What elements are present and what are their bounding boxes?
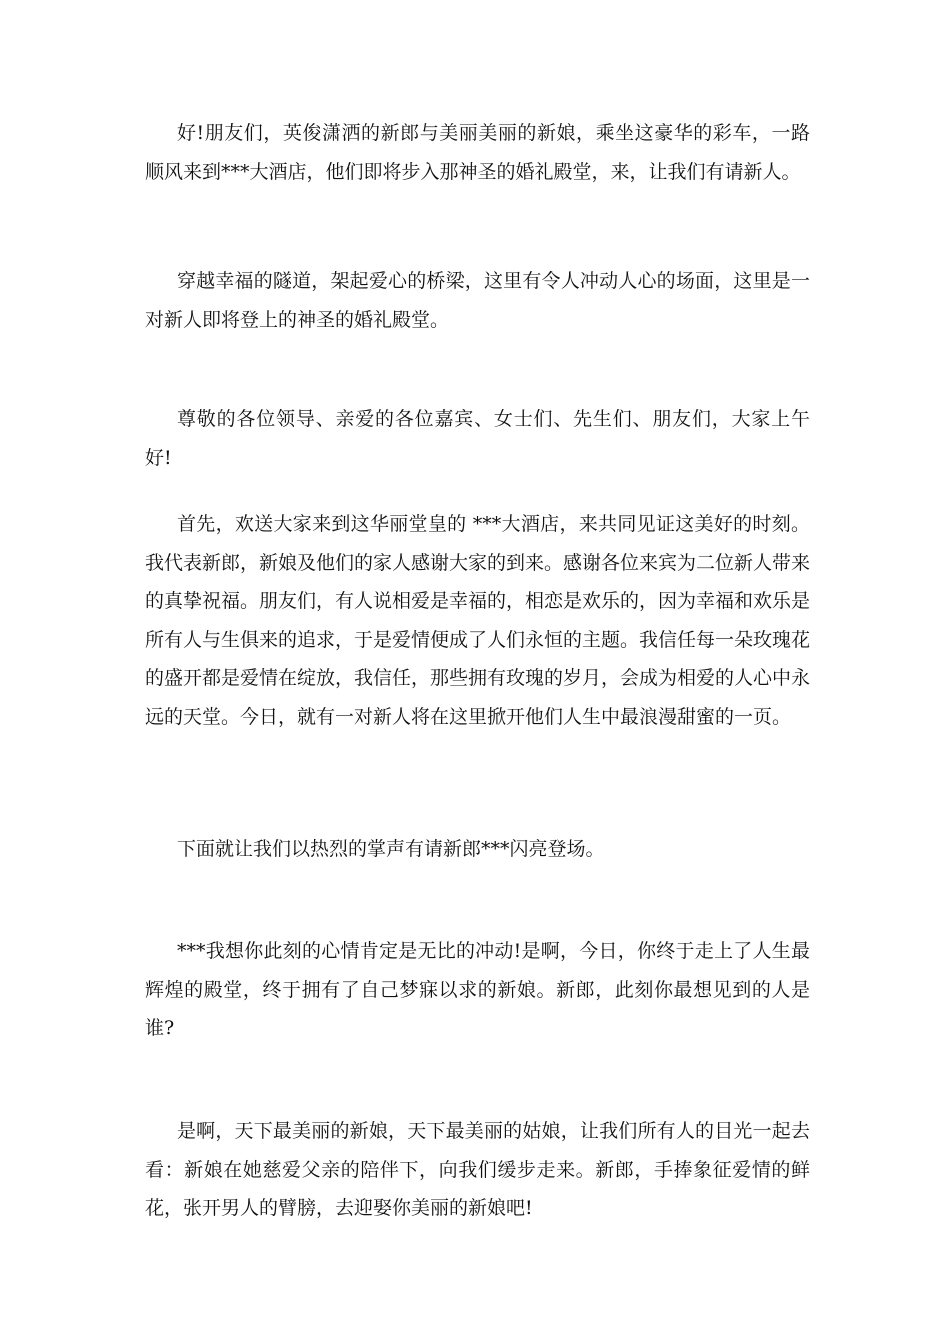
paragraph-2: 穿越幸福的隧道，架起爱心的桥梁，这里有令人冲动人心的场面，这里是一对新人即将登上的神圣的婚礼殿堂。 [145, 270, 810, 331]
paragraph-4: 首先，欢送大家来到这华丽堂皇的 ***大酒店，来共同见证这美好的时刻。我代表新郎，新娘及他们的家人感谢大家的到来。感谢各位来宾为二位新人带来的真挚祝福。朋友们，有人说相爱是幸福的，相恋是欢乐的，因为幸福和欢乐是所有人与生俱来的追求，于是爱情便成了人们永恒的主题。我信任每一朵玫瑰花的盛开都是爱情在绽放，我信任，那些拥有玫瑰的岁月，会成为相爱的人心中永远的天堂。今日，就有一对新人将在这里掀开他们人生中最浪漫甜蜜的一页。 [145, 513, 811, 728]
paragraph-7: 是啊，天下最美丽的新娘，天下最美丽的姑娘，让我们所有人的目光一起去看：新娘在她慈爱父亲的陪伴下，向我们缓步走来。新郎，手捧象征爱情的鲜花，张开男人的臂膀，去迎娶你美丽的新娘吧! [145, 1120, 810, 1219]
paragraph-3: 尊敬的各位领导、亲爱的各位嘉宾、女士们、先生们、朋友们，大家上午好! [145, 408, 810, 469]
paragraph-5: 下面就让我们以热烈的掌声有请新郎***闪亮登场。 [177, 838, 605, 860]
paragraph-6: ***我想你此刻的心情肯定是无比的冲动!是啊，今日，你终于走上了人生最辉煌的殿堂，终于拥有了自己梦寐以求的新娘。新郎，此刻你最想见到的人是谁? [145, 940, 810, 1039]
paragraph-1: 好!朋友们，英俊潇洒的新郎与美丽美丽的新娘，乘坐这豪华的彩车，一路顺风来到***大酒店，他们即将步入那神圣的婚礼殿堂，来，让我们有请新人。 [145, 122, 810, 183]
